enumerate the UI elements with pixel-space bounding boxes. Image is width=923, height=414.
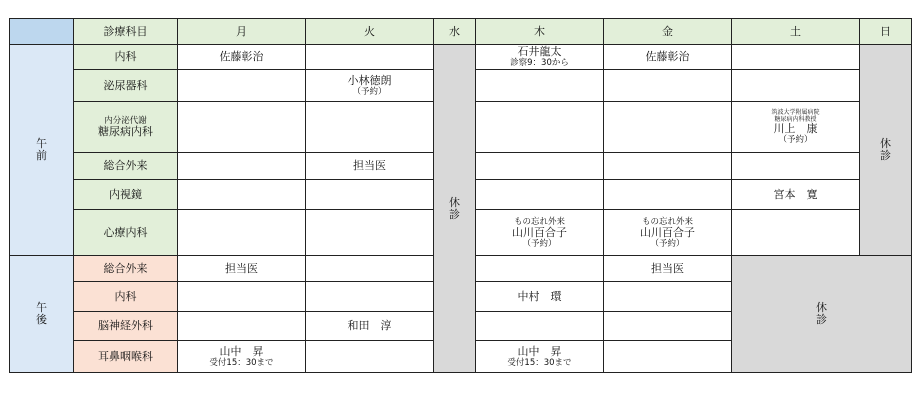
cell-pm-sogo-tue xyxy=(306,256,434,282)
cell-am-naishikyo-sat: 宮本 寛 xyxy=(732,180,860,210)
closed-sunday xyxy=(860,45,912,256)
cell-pm-jibi-mon xyxy=(178,341,306,373)
header-corner xyxy=(10,19,74,45)
cell-am-naika-thu xyxy=(476,45,604,70)
closed-sun-char1: 休 xyxy=(880,137,891,150)
reservation-note: （予約） xyxy=(522,238,557,249)
cell-am-shinryo-tue xyxy=(306,210,434,256)
period-pm-char1: 午 xyxy=(36,301,47,314)
cell-pm-naika-mon xyxy=(178,282,306,312)
cell-pm-noshinkei-fri xyxy=(604,312,732,341)
period-pm xyxy=(10,256,74,373)
cell-am-naika-mon: 佐藤彰治 xyxy=(178,45,306,70)
cell-pm-naika-fri xyxy=(604,282,732,312)
doctor-name: 山中 昇 xyxy=(219,344,264,358)
cell-pm-naika-tue xyxy=(306,282,434,312)
cell-am-naishikyo-tue xyxy=(306,180,434,210)
cell-am-naibunpi-mon xyxy=(178,102,306,153)
reception-note: 受付15：30まで xyxy=(507,357,572,368)
clinic-label: もの忘れ外来 xyxy=(513,216,565,227)
subject-pm-naika: 内科 xyxy=(74,282,178,312)
subject-am-hinyo: 泌尿器科 xyxy=(74,70,178,102)
subject-am-sogo: 総合外来 xyxy=(74,153,178,180)
closed-sun-char2: 診 xyxy=(880,149,891,162)
cell-am-naika-sat xyxy=(732,45,860,70)
cell-am-sogo-tue: 担当医 xyxy=(306,153,434,180)
schedule-table xyxy=(9,18,912,373)
reservation-note: （予約） xyxy=(352,86,387,97)
closed-wednesday xyxy=(434,45,476,373)
header-day-mon: 月 xyxy=(178,19,306,45)
closed-wed-char2: 診 xyxy=(449,207,460,221)
header-day-tue: 火 xyxy=(306,19,434,45)
subject-line2: 糖尿病内科 xyxy=(98,125,153,138)
cell-pm-jibi-tue xyxy=(306,341,434,373)
cell-am-naishikyo-thu xyxy=(476,180,604,210)
closed-pm-char1: 休 xyxy=(816,301,827,314)
cell-am-naibunpi-sat xyxy=(732,102,860,153)
doctor-name: 山川百合子 xyxy=(512,225,567,239)
header-day-wed: 水 xyxy=(434,19,476,45)
affiliation-line2: 糖尿病内科教授 xyxy=(774,116,817,123)
doctor-name: 山川百合子 xyxy=(640,225,695,239)
subject-am-naika: 内科 xyxy=(74,45,178,70)
doctor-name: 小林徳朗 xyxy=(347,73,392,87)
cell-am-sogo-mon xyxy=(178,153,306,180)
cell-pm-sogo-thu xyxy=(476,256,604,282)
header-day-fri: 金 xyxy=(604,19,732,45)
header-day-sat: 土 xyxy=(732,19,860,45)
table-row xyxy=(10,45,912,70)
cell-am-naibunpi-tue xyxy=(306,102,434,153)
period-am xyxy=(10,45,74,256)
doctor-name: 川上 康 xyxy=(773,122,818,135)
cell-pm-sogo-fri: 担当医 xyxy=(604,256,732,282)
reservation-note: （予約） xyxy=(778,135,813,145)
cell-am-hinyo-tue xyxy=(306,70,434,102)
cell-pm-noshinkei-thu xyxy=(476,312,604,341)
period-am-char2: 前 xyxy=(36,149,47,162)
cell-pm-sogo-mon: 担当医 xyxy=(178,256,306,282)
period-am-char1: 午 xyxy=(36,137,47,150)
affiliation-line1: 筑波大学附属病院 xyxy=(771,109,820,116)
header-subject: 診療科目 xyxy=(74,19,178,45)
cell-am-sogo-thu xyxy=(476,153,604,180)
header-day-thu: 木 xyxy=(476,19,604,45)
subject-pm-noshinkei: 脳神経外科 xyxy=(74,312,178,341)
cell-am-naika-fri: 佐藤彰治 xyxy=(604,45,732,70)
cell-am-hinyo-mon xyxy=(178,70,306,102)
cell-am-naika-tue xyxy=(306,45,434,70)
cell-pm-jibi-fri xyxy=(604,341,732,373)
cell-am-naibunpi-fri xyxy=(604,102,732,153)
reservation-note: （予約） xyxy=(650,238,685,249)
clinic-label: もの忘れ外来 xyxy=(641,216,693,227)
period-pm-char2: 後 xyxy=(36,313,47,326)
cell-am-naibunpi-thu xyxy=(476,102,604,153)
cell-pm-noshinkei-mon xyxy=(178,312,306,341)
cell-am-shinryo-sat xyxy=(732,210,860,256)
subject-am-naibunpi xyxy=(74,102,178,153)
subject-am-naishikyo: 内視鏡 xyxy=(74,180,178,210)
cell-am-hinyo-fri xyxy=(604,70,732,102)
closed-sat-sun-pm xyxy=(732,256,912,373)
cell-am-sogo-fri xyxy=(604,153,732,180)
doctor-name: 石井龍太 xyxy=(517,45,562,58)
header-row xyxy=(10,19,912,45)
header-day-sun: 日 xyxy=(860,19,912,45)
cell-pm-noshinkei-tue: 和田 淳 xyxy=(306,312,434,341)
cell-am-shinryo-mon xyxy=(178,210,306,256)
consult-note: 診察9：30から xyxy=(510,58,569,68)
subject-am-shinryo: 心療内科 xyxy=(74,210,178,256)
reception-note: 受付15：30まで xyxy=(209,357,274,368)
closed-wed-char1: 休 xyxy=(449,195,460,209)
cell-am-naishikyo-mon xyxy=(178,180,306,210)
cell-pm-naika-thu: 中村 環 xyxy=(476,282,604,312)
cell-pm-jibi-thu xyxy=(476,341,604,373)
cell-am-hinyo-sat xyxy=(732,70,860,102)
cell-am-sogo-sat xyxy=(732,153,860,180)
cell-am-shinryo-fri xyxy=(604,210,732,256)
closed-pm-char2: 診 xyxy=(816,313,827,326)
cell-am-shinryo-thu xyxy=(476,210,604,256)
subject-pm-jibi: 耳鼻咽喉科 xyxy=(74,341,178,373)
subject-line1: 内分泌代謝 xyxy=(104,116,147,126)
cell-am-hinyo-thu xyxy=(476,70,604,102)
doctor-name: 山中 昇 xyxy=(517,344,562,358)
subject-pm-sogo: 総合外来 xyxy=(74,256,178,282)
cell-am-naishikyo-fri xyxy=(604,180,732,210)
